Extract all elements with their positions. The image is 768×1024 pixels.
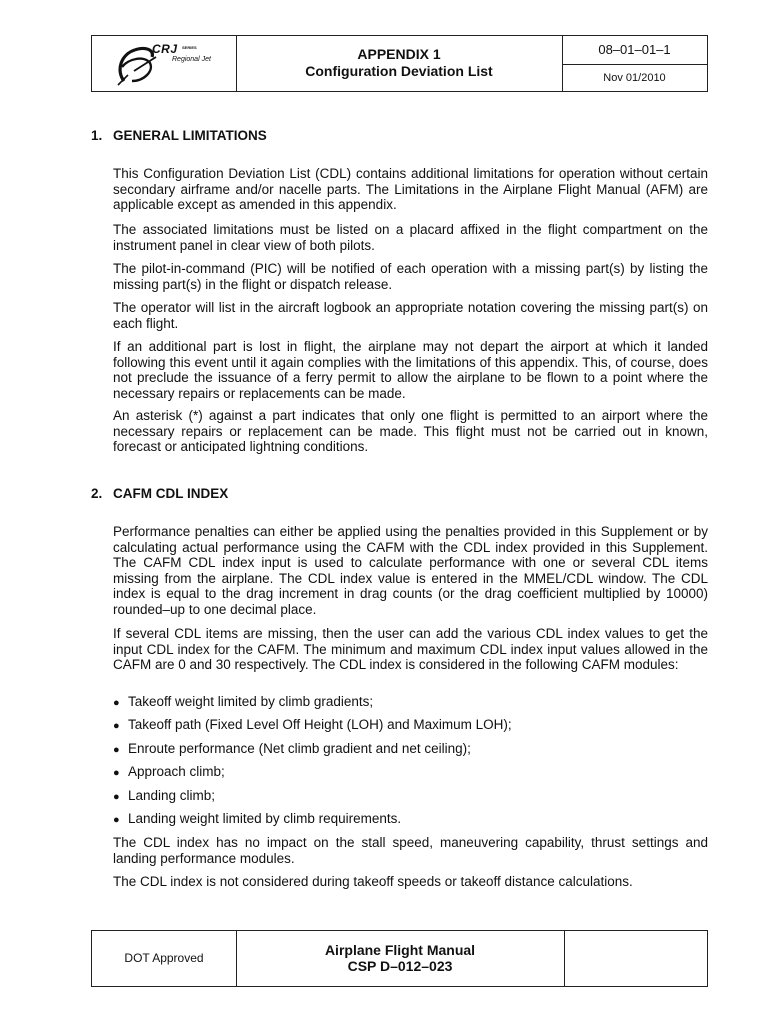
manual-title: Airplane Flight Manual xyxy=(324,942,476,958)
bullet-icon: ● xyxy=(113,814,120,826)
approval-label: DOT Approved xyxy=(92,931,237,986)
bullet-icon: ● xyxy=(113,767,120,779)
paragraph: This Configuration Deviation List (CDL) contains additional limitations for operation without certain secondary airframe and/or nacelle parts. The Limitations in the Airplane Flight Manual (AFM) are applicable except as amended in this appendix. xyxy=(113,166,708,213)
logo-cell xyxy=(92,36,237,91)
paragraph: If several CDL items are missing, then the user can add the various CDL index values to get the input CDL index for the CAFM. The minimum and maximum CDL index input values allowed in the CAFM are 0 and 30 respectively. The CDL index is considered in the following CAFM modules: xyxy=(113,626,708,673)
list-item: ● Landing weight limited by climb requirements. xyxy=(113,811,708,829)
manual-code: CSP D–012–023 xyxy=(347,958,453,974)
section-number: 2. xyxy=(91,486,103,501)
bullet-icon: ● xyxy=(113,744,120,756)
appendix-title: APPENDIX 1 xyxy=(357,46,441,62)
list-item: ● Takeoff path (Fixed Level Off Height (LOH) and Maximum LOH); xyxy=(113,717,708,735)
logo-series: SERIES xyxy=(182,45,197,50)
crj-logo xyxy=(114,39,232,87)
list-item: ● Enroute performance (Net climb gradient and net ceiling); xyxy=(113,741,708,759)
logo-subtitle: Regional Jet xyxy=(172,56,211,63)
list-item: ● Landing climb; xyxy=(113,788,708,806)
manual-title-cell xyxy=(236,931,565,986)
document-number: 08–01–01–1 xyxy=(562,36,707,65)
header-title-cell xyxy=(236,36,563,91)
bullet-icon: ● xyxy=(113,697,120,709)
bullet-icon: ● xyxy=(113,791,120,803)
page-header xyxy=(91,35,708,92)
list-item: ● Approach climb; xyxy=(113,764,708,782)
footer-blank-cell xyxy=(564,931,707,986)
section-1-heading xyxy=(91,128,267,143)
paragraph: If an additional part is lost in flight, the airplane may not depart the airport at which it landed following this event until it again complies with the limitations of this appendix. This, of course, does not preclude the issuance of a ferry permit to allow the airplane to be flown to a point where the necessary repairs or replacements can be made. xyxy=(113,339,708,401)
revision-date: Nov 01/2010 xyxy=(603,72,666,84)
section-title: GENERAL LIMITATIONS xyxy=(113,128,267,143)
bullet-icon: ● xyxy=(113,720,120,732)
paragraph: The CDL index is not considered during takeoff speeds or takeoff distance calculations. xyxy=(113,874,633,889)
logo-brand: CRJ xyxy=(152,42,178,56)
appendix-subtitle: Configuration Deviation List xyxy=(305,63,493,79)
paragraph: The pilot-in-command (PIC) will be notified of each operation with a missing part(s) by listing the missing part(s) in the flight or dispatch release. xyxy=(113,261,708,292)
paragraph: An asterisk (*) against a part indicates that only one flight is permitted to an airport where the necessary repairs or replacement can be made. This flight must not be carried out in known, forecast or anticipated lightning conditions. xyxy=(113,408,708,455)
page-footer xyxy=(91,930,708,987)
list-item: ● Takeoff weight limited by climb gradients; xyxy=(113,694,708,712)
section-2-heading xyxy=(91,486,228,501)
section-number: 1. xyxy=(91,128,103,143)
paragraph: The CDL index has no impact on the stall speed, maneuvering capability, thrust settings and landing performance modules. xyxy=(113,835,708,866)
paragraph: The operator will list in the aircraft logbook an appropriate notation covering the missing part(s) on each flight. xyxy=(113,300,708,331)
paragraph: The associated limitations must be listed on a placard affixed in the flight compartment on the instrument panel in clear view of both pilots. xyxy=(113,222,708,253)
paragraph: Performance penalties can either be applied using the penalties provided in this Supplement or by calculating actual performance using the CAFM with the CDL index provided in this Supplement. The CAFM CDL index input is used to calculate performance with one or several CDL items missing from the airplane. The CDL index value is entered in the MMEL/CDL window. The CDL index is equal to the drag increment in drag counts (or the drag coefficient multiplied by 10000) rounded–up to one decimal place. xyxy=(113,524,708,617)
section-title: CAFM CDL INDEX xyxy=(113,486,229,501)
